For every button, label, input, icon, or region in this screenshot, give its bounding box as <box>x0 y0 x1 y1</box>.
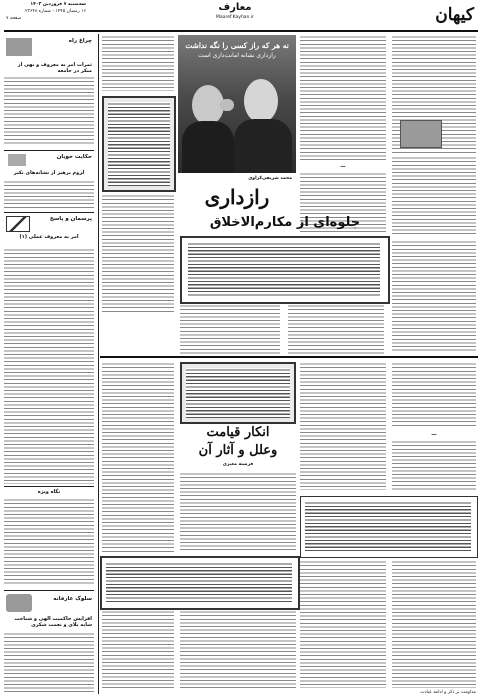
sidebar-2-title: حکایت خوبان <box>56 154 92 160</box>
lower-col-4 <box>102 362 174 552</box>
figure-right-head <box>244 79 278 123</box>
lead-text <box>188 242 380 296</box>
article-body-col-3 <box>102 35 174 91</box>
sidebar-2-subtitle: لزوم پرهیز از نشانه‌های تکبر <box>13 170 85 176</box>
thumbnail-photo <box>400 120 442 148</box>
sidebar-5-title: سلوک عارفانه <box>53 596 92 602</box>
sidebar-2-icon <box>8 154 26 166</box>
lower-col-3 <box>180 472 296 552</box>
sidebar-5-icon <box>6 594 32 612</box>
headline-main: جلوه‌ای از مکارم‌الاخلاق <box>209 215 361 230</box>
newspaper-logo[interactable]: کیهان <box>435 5 474 25</box>
sidebar-1-subtitle: ثمرات امر به معروف و نهی از منکر در جامعه <box>17 62 92 74</box>
lower-col-3b <box>180 610 296 688</box>
footer-note: مداومت بر ذکر و ادامه عبادت <box>420 690 476 695</box>
sidebar-section-5 <box>4 594 94 694</box>
figure-left-body <box>182 121 234 173</box>
sidebar-rule-4 <box>4 590 94 591</box>
lower-subhead-1: — <box>431 432 437 438</box>
sidebar-section-2 <box>4 154 94 210</box>
lower-col-4b <box>102 610 174 688</box>
lower-col-2 <box>300 362 386 490</box>
pull-quote-1-source <box>173 98 174 99</box>
whisper-hand <box>220 99 234 111</box>
article-body-col-3b <box>102 194 174 314</box>
sidebar-1-text <box>4 76 94 146</box>
sidebar-2-text <box>4 180 94 210</box>
lower-col-2b <box>300 560 386 688</box>
sidebar-rule-1 <box>4 150 94 151</box>
sidebar-4-text <box>4 498 94 586</box>
image-caption-overlay-2: رازداری نشانه امانت‌داری است <box>198 52 276 59</box>
lead-frame <box>180 236 390 304</box>
section-rule <box>100 356 478 358</box>
sidebar-4-title: نگاه ویژه <box>37 489 61 495</box>
article-body-col-1b <box>392 156 476 236</box>
section-title: معارف <box>218 2 252 13</box>
sidebar-rule-2 <box>4 212 94 213</box>
sidebar-section-1 <box>4 36 94 148</box>
masthead-rule <box>4 30 478 32</box>
article-body-col-6 <box>392 240 476 352</box>
article-body-col-4 <box>180 304 280 354</box>
sidebar-rule-3 <box>4 486 94 487</box>
sidebar-1-photo <box>6 38 32 56</box>
sidebar-5-subtitle: افزایش حاکمیت الهی و شناخت سایه بلای و نعمت شکری <box>14 616 92 628</box>
image-caption-overlay: نه هر که راز کسی را نگه نداشت <box>185 41 289 50</box>
website-url[interactable]: Maaref.Kayhan.ir <box>216 15 254 20</box>
figure-right-body <box>234 119 292 173</box>
pull-quote-1 <box>102 96 176 192</box>
article2-title-main: وعلل و آثار آن <box>198 443 278 458</box>
lower-col-1 <box>392 362 476 428</box>
lower-frame-text <box>106 562 292 602</box>
subhead-1: — <box>340 164 346 170</box>
pull-quote-2 <box>180 362 296 424</box>
lower-col-1b <box>392 440 476 492</box>
lower-col-1c <box>392 560 476 688</box>
article-body-col-2 <box>300 35 386 160</box>
issue-date: سه‌شنبه ۷ فروردین ۱۴۰۳ <box>30 2 86 7</box>
author-kicker: محمد شریفی‌کراوی <box>248 176 292 181</box>
hero-image <box>178 35 296 173</box>
sidebar-3-icon <box>6 216 30 232</box>
sidebar-3-subtitle: امر به معروف عملی (۱) <box>19 234 79 240</box>
side-note-box <box>300 496 478 558</box>
pull-quote-2-text <box>186 368 290 418</box>
lower-frame <box>100 556 300 610</box>
article-body-col-5 <box>288 304 384 354</box>
article2-title-top: انکار قیامت <box>206 425 270 440</box>
sidebar-divider <box>98 34 99 694</box>
sidebar-5-text <box>4 632 94 692</box>
issue-number: ۱۶ رمضان ۱۴۴۵ - شماره ۲۳۶۴۸ <box>25 9 86 14</box>
article2-author: فرشته معیری <box>222 462 254 467</box>
sidebar-3-text <box>4 248 94 484</box>
pull-quote-1-text <box>108 102 170 186</box>
pull-quote-2-source <box>293 364 294 365</box>
page-number: صفحه ۷ <box>6 16 22 21</box>
sidebar-3-title: پرسمان و پاسخ <box>49 216 92 222</box>
masthead <box>0 0 482 30</box>
side-note-text <box>305 501 471 551</box>
sidebar-1-title: چراغ راه <box>68 38 92 44</box>
headline-top: رازداری <box>204 185 270 209</box>
